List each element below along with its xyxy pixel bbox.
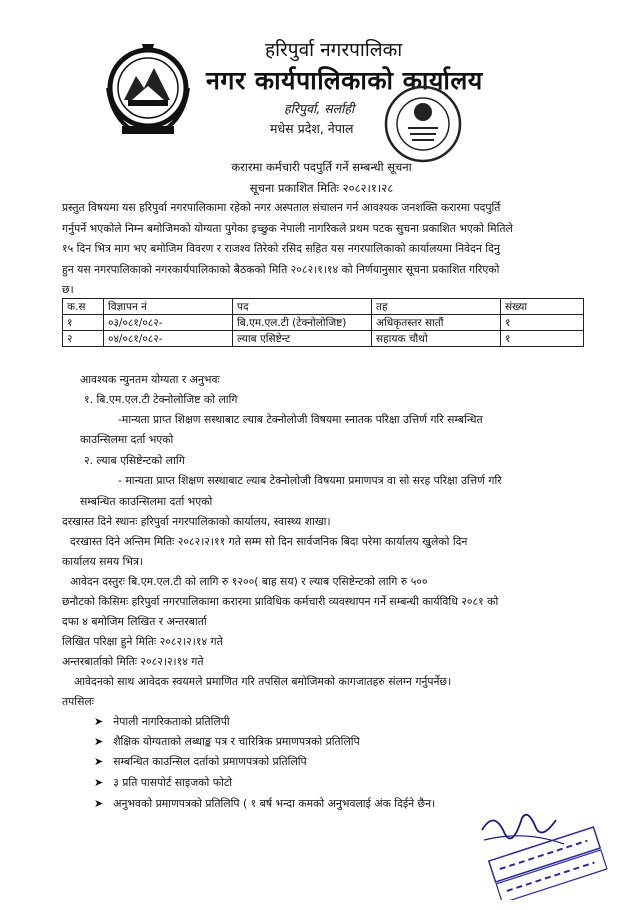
table-cell: ०३/०८१/०८२- [104, 315, 233, 331]
document-list-heading: तपसिलः [62, 695, 94, 708]
attachment-note: आवेदनको साथ आवेदक स्वयमले प्रमाणित गरि तपसिल बमोजिमको कागजातहरु संलग्न गर्नुपर्नेछ। [74, 675, 452, 688]
requirement-2-line: सम्बन्धित काउन्सिलमा दर्ता भएको [80, 495, 213, 508]
vacancy-table [62, 298, 584, 347]
table-cell: ०४/०८१/०८२- [104, 331, 233, 347]
nepal-emblem-icon [102, 38, 194, 138]
table-cell: ल्याब एसिष्टेन्ट [233, 331, 372, 347]
list-item [94, 714, 230, 729]
address-line-2: मधेस प्रदेश, नेपाल [270, 121, 354, 136]
list-item [94, 754, 307, 769]
arrow-bullet-icon: ➤ [94, 735, 104, 748]
table-cell: १ [501, 331, 584, 347]
document-item: ३ प्रति पासपोर्ट साइजको फोटो [113, 776, 233, 789]
table-cell: १ [501, 315, 584, 331]
office-title: नगर कार्यपालिकाको कार्यालय [206, 66, 483, 95]
requirement-1-line: काउन्सिलमा दर्ता भएको [80, 433, 174, 446]
official-stamp-icon [382, 82, 464, 166]
table-cell: २ [63, 331, 104, 347]
table-header: विज्ञापन नं [104, 299, 233, 315]
intro-line: छ। [62, 283, 74, 297]
notice-subject: करारमा कर्मचारी पदपुर्ति गर्ने सम्बन्धी सूचना [231, 160, 412, 174]
application-place: दरखास्त दिने स्थानः हरिपुर्वा नगरपालिकाको कार्यालय, स्वास्थ्य शाखा। [62, 515, 331, 528]
requirement-1-line: -मान्यता प्राप्त शिक्षण सस्थाबाट ल्याब टेक्नोलोजी विषयमा स्नातक परिक्षा उत्तिर्ण गरि सम्बन्धित [118, 413, 483, 426]
signature-stamp-icon [464, 800, 614, 900]
published-date: सूचना प्रकाशित मितिः २०८२।१।२८ [249, 181, 394, 195]
requirements-heading: आवश्यक न्युनतम योग्यता र अनुभवः [80, 373, 220, 386]
table-header: संख्या [501, 299, 584, 315]
document-item: शैक्षिक योग्यताको लब्धाङ्क पत्र र चारित्रिक प्रमाणपत्रको प्रतिलिपि [113, 735, 360, 748]
intro-paragraph [62, 198, 582, 301]
interview-date: अन्तरबार्ताको मितिः २०८२।२।१४ गते [62, 655, 204, 668]
arrow-bullet-icon: ➤ [94, 776, 104, 789]
table-header-row [63, 299, 584, 315]
document-item: अनुभवको प्रमाणपत्रको प्रतिलिपि ( १ बर्ष भन्दा कमको अनुभवलाई अंक दिईने छैन। [113, 797, 436, 810]
document-item: सम्बन्धित काउन्सिल दर्ताको प्रमाणपत्रको प्रतिलिपि [113, 755, 307, 768]
municipality-name: हरिपुर्वा नगरपालिका [265, 39, 403, 61]
table-row [63, 331, 584, 347]
arrow-bullet-icon: ➤ [94, 755, 104, 768]
address-line-1: हरिपुर्वा, सर्लाही [284, 101, 355, 116]
table-cell: बि.एम.एल.टी (टेक्नोलोजिष्ट) [233, 315, 372, 331]
selection-method: दफा ४ बमोजिम लिखित र अन्तरबार्ता [62, 615, 207, 628]
written-exam-date: लिखित परिक्षा हुने मितिः २०८२।२।१४ गते [62, 635, 223, 648]
table-cell: अधिकृतस्तर सातौं [372, 315, 501, 331]
requirement-2-line: - मान्यता प्राप्त शिक्षण सस्थाबाट ल्याब टेक्नोलोजी विषयमा प्रमाणपत्र वा सो सरह परिक्षा उत्तिर्ण गरि [118, 474, 502, 487]
list-item [94, 775, 232, 790]
table-cell: सहायक चौथो [372, 331, 501, 347]
document-item: नेपाली नागरिकताको प्रतिलिपी [113, 715, 230, 728]
list-item [94, 734, 360, 749]
intro-line: प्रस्तुत विषयमा यस हरिपुर्वा नगरपालिकामा रहेको नगर अस्पताल संचालन गर्न आवश्यक जनशक्ति करारमा पदपुर्ति [62, 201, 501, 214]
table-cell: १ [63, 315, 104, 331]
requirement-1-title: १. बि.एम.एल.टी टेक्नोलोजिष्ट को लागि [84, 393, 238, 406]
intro-line: हुन यस नगरपालिकाको नगरकार्यपालिकाको बैठकको मिति २०८२।१।१४ को निर्णयानुसार सूचना प्रकाशित गरिएको [62, 262, 500, 276]
table-header: तह [372, 299, 501, 315]
requirement-2-title: २. ल्याब एसिष्टेन्टको लागि [84, 454, 185, 467]
selection-method: छनौटको किसिमः हरिपुर्वा नगरपालिकामा करारमा प्राविधिक कर्मचारी व्यवस्थापन गर्ने सम्बन्धी कार्यविधि २०८१ को [62, 595, 499, 608]
table-row [63, 315, 584, 331]
deadline-line: कार्यालय समय भित्र। [62, 555, 144, 568]
list-item [94, 796, 435, 811]
application-fee: आवेदन दस्तुरः बि.एम.एल.टी को लागि रु १२००( बाह सय) र ल्याब एसिष्टेन्टको लागि रु ५०० [70, 575, 428, 588]
intro-line: १५ दिन भित्र माग भए बमोजिम विवरण र राजश्व तिरेको रसिद सहित यस नगरपालिकाको कार्यालयमा निवेदन दिनु [62, 242, 500, 256]
arrow-bullet-icon: ➤ [94, 715, 104, 728]
deadline-line: दरखास्त दिने अन्तिम मितिः २०८२।२।११ गते सम्म सो दिन सार्वजनिक बिदा परेमा कार्यालय खुलेको दिन [70, 535, 468, 548]
table-header: क.स [63, 299, 104, 315]
arrow-bullet-icon: ➤ [94, 797, 104, 810]
table-header: पद [233, 299, 372, 315]
intro-line: गर्नुपर्ने भएकोले निम्न बमोजिमको योग्यता पुगेका इच्छुक नेपाली नागरिकले प्रथम पटक सुचना प्रकाशित भएको मितिले [62, 221, 513, 235]
